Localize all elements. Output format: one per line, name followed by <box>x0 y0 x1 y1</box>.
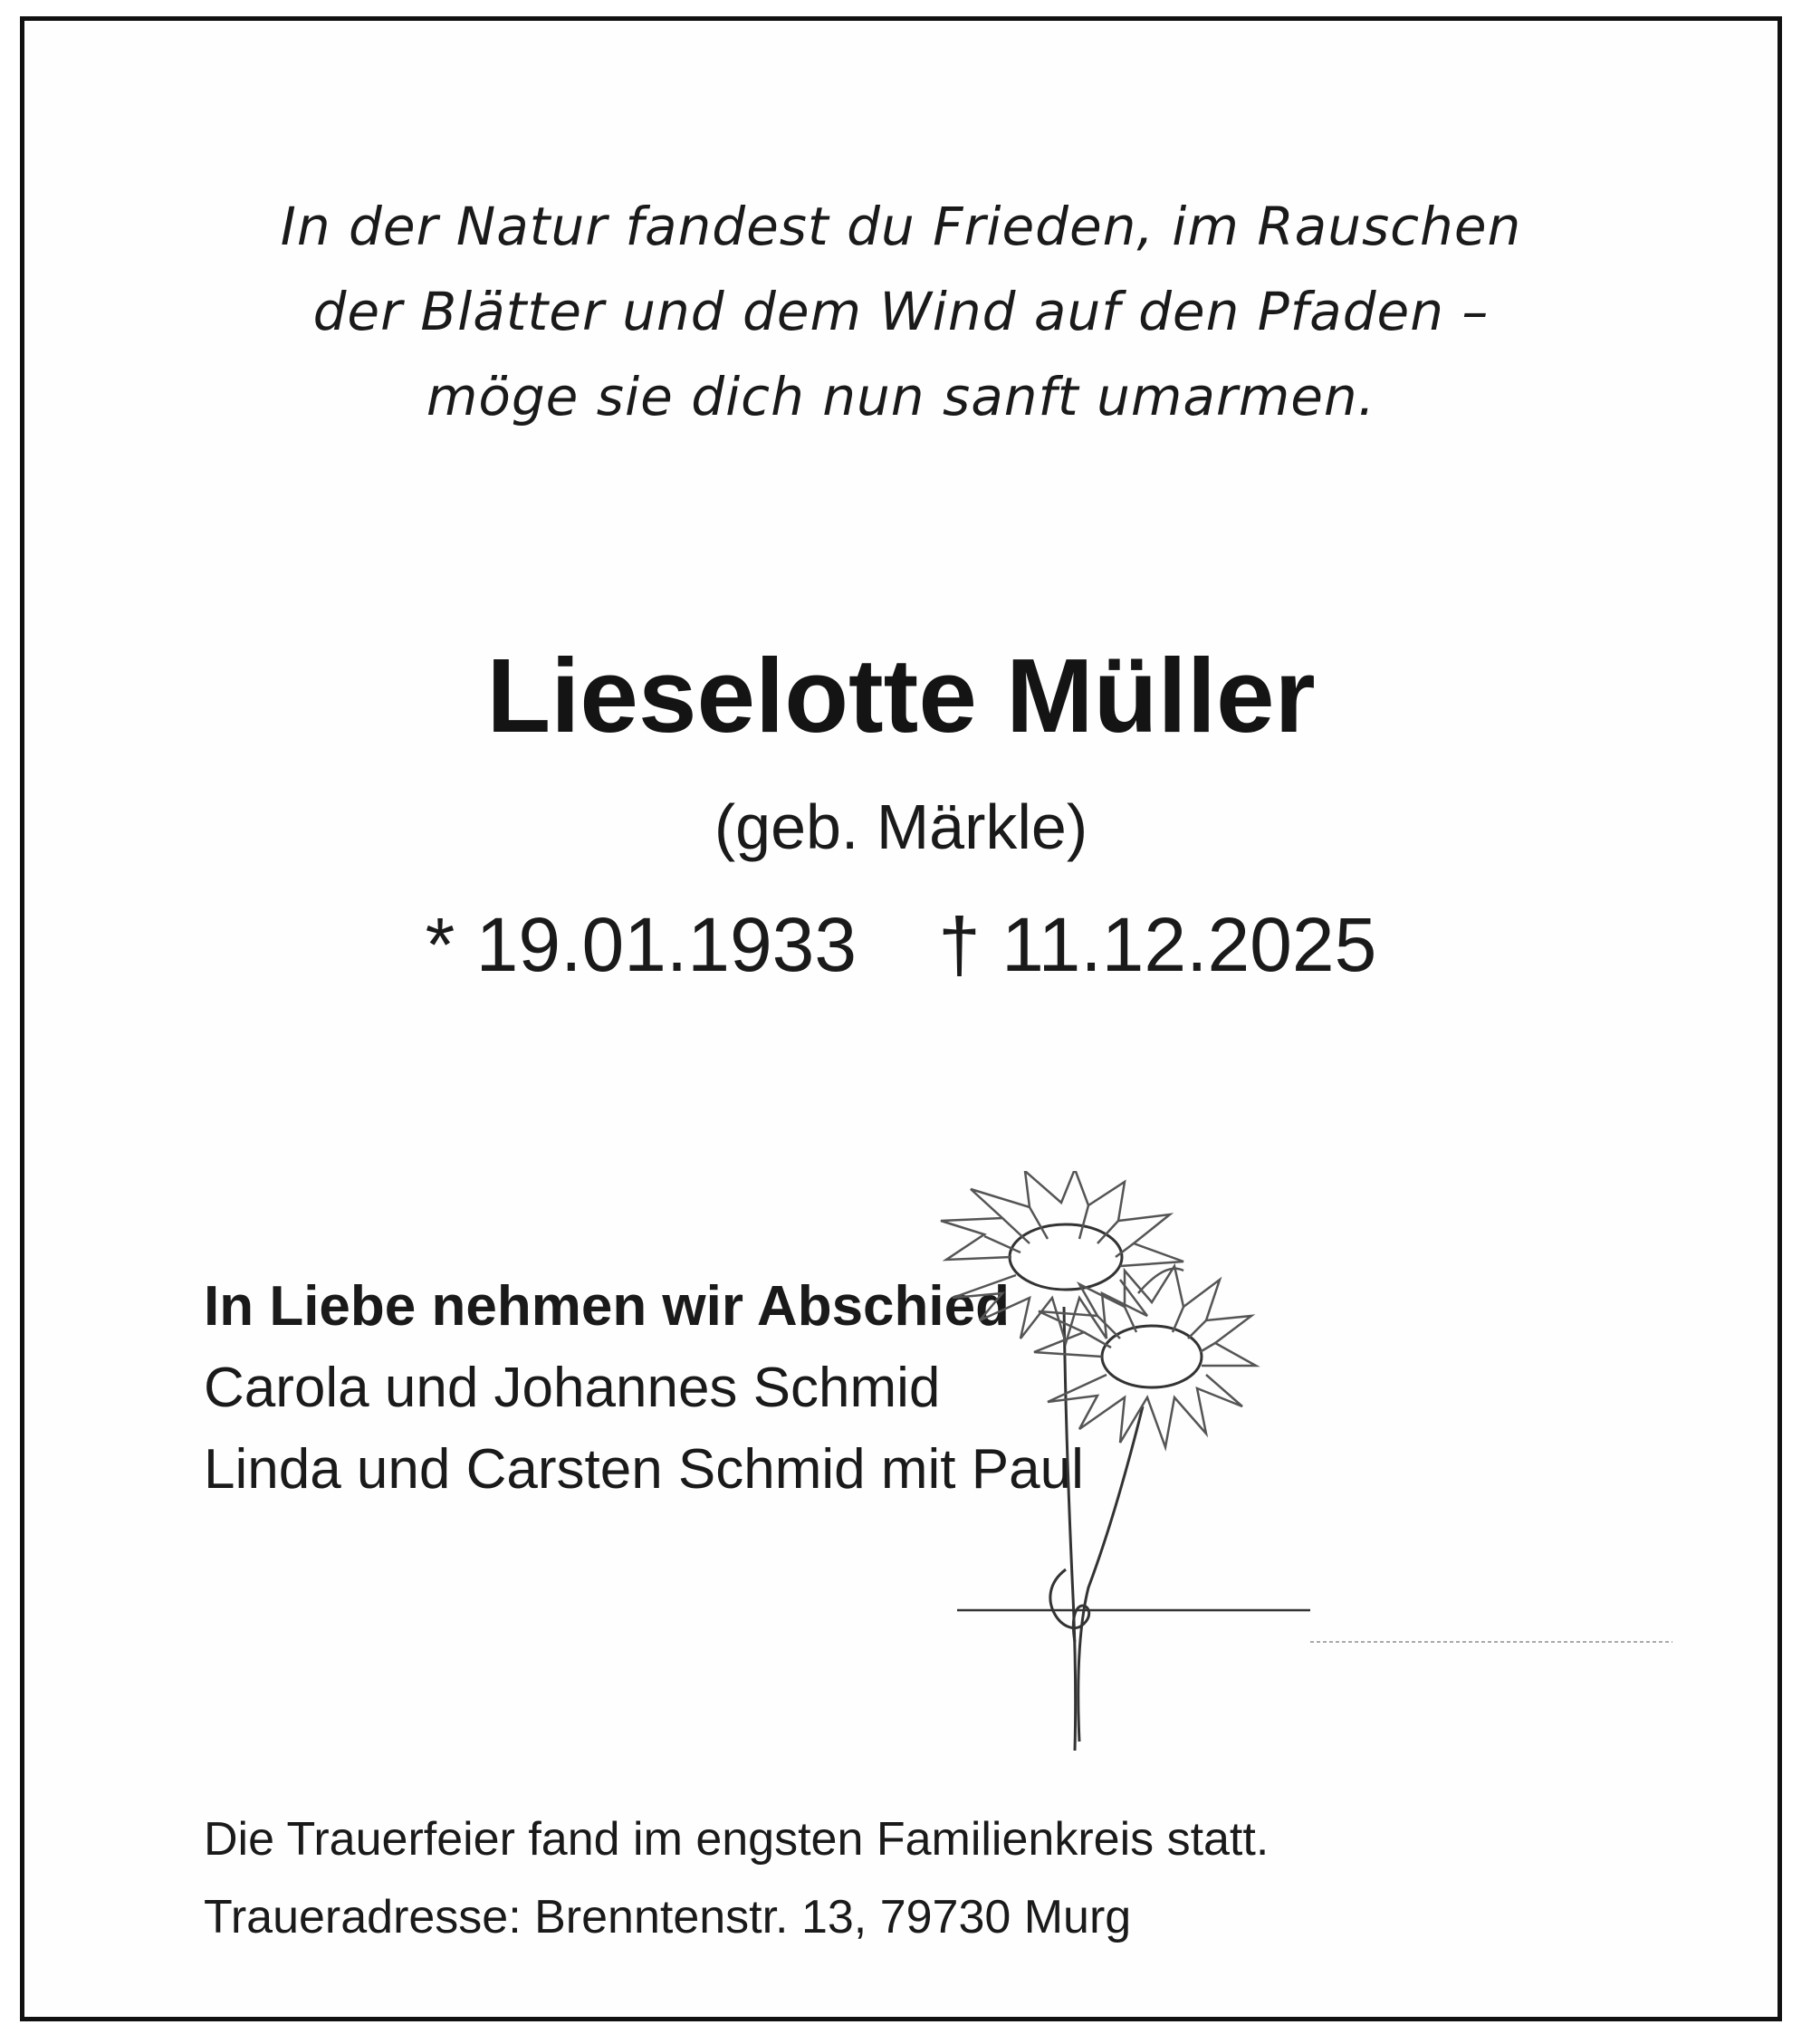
poem <box>24 184 1777 439</box>
life-dates <box>24 899 1777 990</box>
farewell-heading: In Liebe nehmen wir Abschied <box>204 1275 1010 1338</box>
birth-date: * 19.01.1933 <box>425 902 858 987</box>
poem-line: möge sie dich nun sanft umarmen. <box>426 366 1376 427</box>
obituary-frame <box>20 16 1782 2021</box>
mourner-name: Linda und Carsten Schmid mit Paul <box>204 1438 1084 1501</box>
death-date: † 11.12.2025 <box>938 902 1377 987</box>
footer <box>204 1800 1269 1956</box>
poem-line: In der Natur fandest du Frieden, im Rauschen <box>280 196 1522 257</box>
ceremony-note: Die Trauerfeier fand im engsten Familienkreis statt. <box>204 1813 1270 1866</box>
mourner-name: Carola und Johannes Schmid <box>204 1357 941 1419</box>
maiden-name: (geb. Märkle) <box>714 792 1088 862</box>
poem-line: der Blätter und dem Wind auf den Pfaden – <box>312 281 1490 342</box>
deceased-name: Lieselotte Müller <box>486 637 1316 754</box>
daisy-flowers-icon <box>930 1171 1691 1751</box>
mourning-address: Traueradresse: Brenntenstr. 13, 79730 Murg <box>204 1891 1132 1943</box>
